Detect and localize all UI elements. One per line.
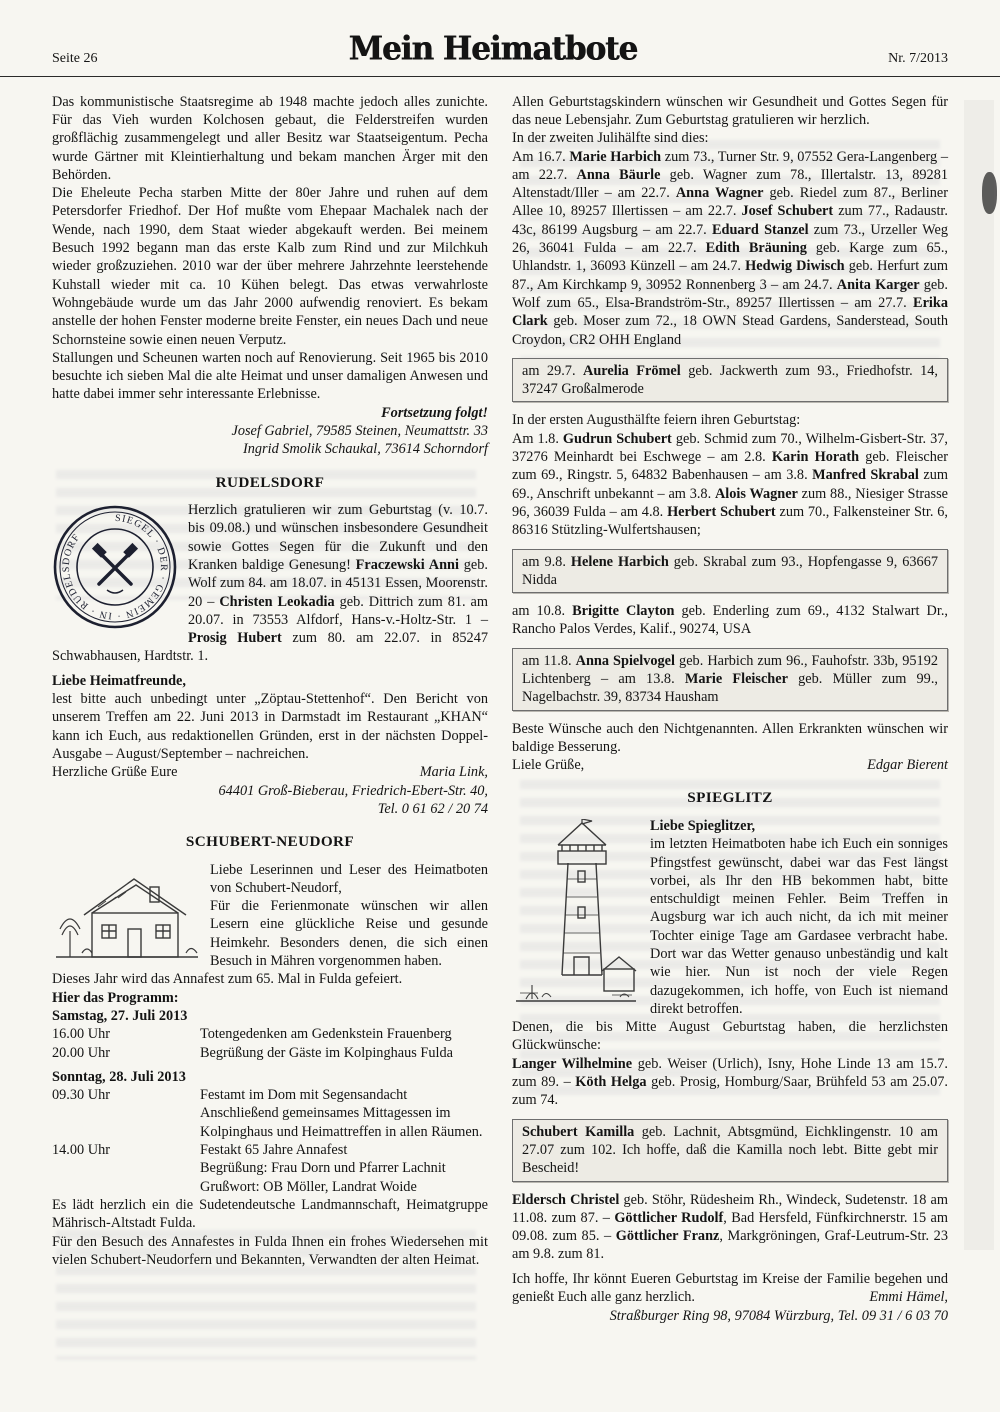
section-paragraph: Es lädt herzlich ein die Sudetendeutsche Landmannschaft, Heimatgruppe Mährisch-Altstadt Fulda. xyxy=(52,1196,488,1232)
crossed-hammers-icon xyxy=(99,552,131,584)
program-heading: Hier das Programm: xyxy=(52,989,179,1006)
program-time: 16.00 Uhr xyxy=(52,1026,110,1043)
article-paragraph: Die Eheleute Pecha starben Mitte der 80er Jahre und ruhen auf dem Petersdorfer Friedhof. Der Hof mußte vom Ehepaar Machalek nach der Wende, nach 1990, dem Staat wieder abgekauft werden. Bei meinem Besuch 1992 begann man das erste Kalb zum Rind und zur Milchkuh wieder großzuziehen. 2010 war der über mehrere Jahrzehnte leerstehende Kuhstall wieder mit ca. 10 Kühen belegt. Das etwas verwahrloste Wohngebäude wurde um das Jahr 2000 aufwendig renoviert. Es bekam anstelle der hohen Fenster moderne breite Fenster, ein neues Dach und neue Schornsteine sowie einen neuen Verputz. xyxy=(52,185,488,348)
program-event: Anschließend gemeinsames Mittagessen im Kolpinghaus und Heimattreffen in allen Räumen. xyxy=(200,1105,483,1140)
section-paragraph: Dieses Jahr wird das Annafest zum 65. Mal in Fulda gefeiert. xyxy=(52,971,403,988)
wishes-paragraph: Beste Wünsche auch den Nichtgenannten. Allen Erkrankten wünschen wir baldige Besserung. xyxy=(512,720,948,755)
program-event: Festamt im Dom mit Segensandacht xyxy=(200,1087,408,1104)
page-number: Seite 26 xyxy=(52,50,98,66)
program-time: 09.30 Uhr xyxy=(52,1087,110,1104)
section-paragraph: im letzten Heimatboten habe ich Euch ein sonniges Pfingstfest gewünscht, dabei war das Fest längst vorbei, als Ihr den HB bekommen habt, bitte entschuldigt meinen Fehler. Beim Treffen in Augsburg war ich auch nicht, da ich mit meiner Tochter einige Tage am Gardasee verbracht habe. Dort war das Wetter genauso unbeständig und kalt wie hier. Nun ist noch der viele Regen dazugekommen, ich hoffe, von Euch ist niemand direkt betroffen. xyxy=(650,836,948,1017)
highlight-box xyxy=(512,1119,948,1182)
program-event: Festakt 65 Jahre Annafest xyxy=(200,1142,348,1159)
program-event: Begrüßung: Frau Dorn und Pfarrer Lachnit xyxy=(200,1160,446,1177)
birthday-intro: Allen Geburtstagskindern wünschen wir Gesundheit und Gottes Segen für das neue Lebensjahr. Zum Geburtstag gratulieren wir herzlich. xyxy=(512,93,948,128)
july-birthday-list: Am 16.7. Marie Harbich zum 73., Turner Str. 9, 07552 Gera-Langenberg – am 22.7. Anna Bäurle geb. Wagner zum 78., Illertalstr. 13, 89281 Altenstadt/Iller – am 22.7. Anna Wagner geb. Riedel zum 87., Berliner Allee 10, 89257 Illertissen – am 22.7. Josef Schubert zum 77., Radaustr. 43c, 86199 Augsburg – am 22.7. Eduard Stanzel zum 73., Urzeller Weg 26, 36041 Fulda – am 22.7. Edith Bräuning geb. Karge zum 65., Uhlandstr. 1, 36093 Künzell – am 24.7. Hedwig Diwisch geb. Herfurt zum 87., Am Kirchkamp 9, 30952 Ronnenberg 3 – am 24.7. Anita Karger geb. Wolf zum 65., Elsa-Brandström-Str., 89257 Illertissen – am 27.7. Erika Clark geb. Moser zum 72., 18 OWN Stead Gardens, Sanderstead, South Croydon, CR2 OHH England xyxy=(512,148,949,348)
newsletter-masthead: Mein Heimatbote xyxy=(348,29,638,69)
seal-ring-text: SIEGEL · DER · GEMEIN · IN · RUDELSDORF xyxy=(60,512,170,622)
rudelsdorf-seal-image xyxy=(52,504,178,635)
august-intro-line: In der ersten Augusthälfte feiern ihren Geburtstag: xyxy=(512,412,801,429)
birthday-list: Eldersch Christel geb. Stöhr, Rüdesheim Rh., Windeck, Sudetenstr. 18 am 11.08. zum 87. – Göttlicher Rudolf, Bad Hersfeld, Fünfkirchnerstr. 15 am 09.08. zum 85. – Göttlicher Franz, Markgröningen, Graf-Leutrum-Str. 23 am 9.8. zum 81. xyxy=(512,1191,948,1263)
closing-line xyxy=(512,756,948,774)
closing-signature: Maria Link, xyxy=(419,764,488,781)
closing-phone: Tel. 0 61 62 / 20 74 xyxy=(377,800,488,817)
closing-paragraph: Ich hoffe, Ihr könnt Eueren Geburtstag im Kreise der Familie begehen und genießt Euch alle ganz herzlich. xyxy=(512,1270,948,1306)
program-day-heading: Samstag, 27. Juli 2013 xyxy=(52,1007,188,1024)
article-paragraph: Stallungen und Scheunen warten noch auf Renovierung. Seit 1965 bis 2010 besuchte ich sieben Mal die alte Heimat und unser damaligen Anwesen und hatte dabei immer sehr interessante Erlebnisse. xyxy=(52,349,488,403)
rudelsdorf-section xyxy=(52,501,488,666)
issue-number: Nr. 7/2013 xyxy=(888,50,948,66)
closing-greeting: Herzliche Grüße Eure xyxy=(52,764,178,781)
section-paragraph: Für die Ferienmonate wünschen wir allen Lesern eine glückliche Reise und gesunde Heimkehr. Besonders denen, die sich einen Besuch in Mähren vorgenommen haben. xyxy=(210,898,488,970)
program-row xyxy=(52,1141,488,1159)
program-time xyxy=(52,1178,200,1196)
page-header xyxy=(0,0,1000,77)
right-column xyxy=(512,93,948,1325)
program-time xyxy=(52,1104,200,1141)
schubert-neudorf-section xyxy=(52,861,488,989)
birthday-entry: am 10.8. Brigitte Clayton geb. Enderling zum 69., 4132 Stalwart Dr., Rancho Palos Verdes, Kalif., 90274, USA xyxy=(512,603,948,638)
birthday-greetings-text: Herzlich gratulieren wir zum Geburtstag (v. 10.7. bis 09.08.) und wünschen insbesondere Gesundheit sowie Gottes Segen für die Zukunft und den Kranken baldige Genesung! Fraczewski Anni geb. Wolf zum 84. am 18.07. in 45131 Essen, Moorenstr. 20 – Christen Leokadia geb. Dittrich zum 81. am 20.07. in 73553 Alfdorf, Hans-v.-Holtz-Str. 1 – Prosig Hubert zum 80. am 22.07. in 85247 Schwabhausen, Hardtstr. 1. xyxy=(52,502,489,665)
continuation-note: Fortsetzung folgt! xyxy=(381,404,488,421)
program-time xyxy=(52,1159,200,1177)
author-line: Josef Gabriel, 79585 Steinen, Neumattstr. 33 xyxy=(231,423,488,440)
highlight-box xyxy=(512,648,948,711)
program-row xyxy=(52,1159,488,1177)
birthday-list: Langer Wilhelmine geb. Weiser (Urlich), Isny, Hohe Linde 13 am 15.7. zum 89. – Köth Helga geb. Prosig, Homburg/Saar, Brühfeld 53 am 25.07. zum 74. xyxy=(512,1055,949,1109)
program-time: 20.00 Uhr xyxy=(52,1044,110,1061)
closing-address: 64401 Groß-Bieberau, Friedrich-Ebert-Str. 40, xyxy=(218,782,488,799)
highlight-box xyxy=(512,358,948,403)
author-line: Ingrid Smolik Schaukal, 73614 Schorndorf xyxy=(242,441,488,458)
spieglitz-section xyxy=(512,817,948,1018)
program-row xyxy=(52,1044,488,1062)
program-row xyxy=(52,1025,488,1043)
closing-signature: Edgar Bierent xyxy=(867,757,948,774)
section-heading-schubert-neudorf: SCHUBERT-NEUDORF xyxy=(185,833,355,851)
august-birthday-list: Am 1.8. Gudrun Schubert geb. Schmid zum 70., Wilhelm-Gisbert-Str. 37, 37276 Meinhardt bei Eschwege – am 2.8. Karin Horath geb. Fleischer zum 69., Ringstr. 5, 64832 Babenhausen – am 3.8. Manfred Skrabal zum 69., Anschrift unbekannt – am 3.8. Alois Wagner zum 88., Niesiger Strasse 96, 36039 Fulda – am 4.8. Herbert Schubert zum 70., Falkensteiner Str. 6, 86316 Stützling-Wulfertshausen; xyxy=(512,430,948,539)
program-row xyxy=(52,1086,488,1104)
closing-address: Straßburger Ring 98, 97084 Würzburg, Tel. 09 31 / 6 03 70 xyxy=(609,1307,948,1324)
left-column xyxy=(52,93,488,1325)
closing-line xyxy=(52,763,488,781)
july-intro-line: In der zweiten Julihälfte sind dies: xyxy=(512,130,709,147)
closing-greeting: Liele Grüße, xyxy=(512,757,585,774)
boxed-birthday-entry: am 11.8. Anna Spielvogel geb. Harbich zum 96., Fauhofstr. 33b, 95192 Lichtenberg – am 13.8. Marie Fleischer geb. Müller zum 99., Nagelbachstr. 39, 83734 Hausham xyxy=(522,652,938,706)
section-heading-rudelsdorf: RUDELSDORF xyxy=(215,473,325,491)
program-row xyxy=(52,1178,488,1196)
boxed-birthday-entry: Schubert Kamilla geb. Lachnit, Abtsgmünd, Eichklingenstr. 10 am 27.07 zum 102. Ich hoffe, daß die Kamilla noch lebt. Bitte gebt mir Bescheid! xyxy=(522,1123,938,1177)
two-column-body xyxy=(0,77,1000,1325)
highlight-box xyxy=(512,549,948,594)
hammer-heads xyxy=(92,543,138,558)
greeting-heading: Liebe Heimatfreunde, xyxy=(52,672,186,689)
program-row xyxy=(52,1104,488,1141)
section-heading-spieglitz: SPIEGLITZ xyxy=(687,789,773,807)
salutation: Liebe Leserinnen und Leser des Heimatboten von Schubert-Neudorf, xyxy=(210,861,488,896)
boxed-birthday-entry: am 9.8. Helene Harbich geb. Skrabal zum 93., Hopfengasse 9, 63667 Nidda xyxy=(522,553,938,588)
birthday-intro: Denen, die bis Mitte August Geburtstag haben, die herzlichsten Glückwünsche: xyxy=(512,1019,948,1054)
closing-signature: Emmi Hämel, xyxy=(869,1289,948,1306)
program-time: 14.00 Uhr xyxy=(52,1142,110,1159)
program-event: Begrüßung der Gäste im Kolpinghaus Fulda xyxy=(200,1044,453,1061)
letter-paragraph: lest bitte auch unbedingt unter „Zöptau-Stettenhof“. Den Bericht von unserem Treffen am 22. Juni 2013 in Darmstadt im Restaurant „KHAN“ kann ich Euch, aus redaktionellen Gründen, erst in der nächsten Doppel-Ausgabe – August/September – nachreichen. xyxy=(52,691,488,762)
program-event: Totengedenken am Gedenkstein Frauenberg xyxy=(200,1026,452,1043)
salutation: Liebe Spieglitzer, xyxy=(650,817,756,834)
article-paragraph: Das kommunistische Staatsregime ab 1948 machte jedoch alles zunichte. Für das Vieh wurden Kolchosen gebaut, die Felderstreifen wurden großflächig zusammengelegt und aller Besitz war Staatseigentum. Pecha wurde Gärtner mit Kleintierhaltung und bekam manchen Ärger mit den Behörden. xyxy=(52,93,488,183)
program-event: Grußwort: OB Möller, Landrat Woide xyxy=(200,1178,417,1195)
section-paragraph: Für den Besuch des Annafestes in Fulda Ihnen ein frohes Wiedersehen mit vielen Schubert-Neudorfern und Bekannten, Verwandten der alten Heimat. xyxy=(52,1233,488,1268)
lookout-tower-drawing xyxy=(512,819,640,1012)
program-day-heading: Sonntag, 28. Juli 2013 xyxy=(52,1068,186,1085)
boxed-birthday-entry: am 29.7. Aurelia Frömel geb. Jackwerth zum 93., Friedhofstr. 14, 37247 Großalmerode xyxy=(522,362,938,398)
farmhouse-drawing xyxy=(52,863,202,968)
